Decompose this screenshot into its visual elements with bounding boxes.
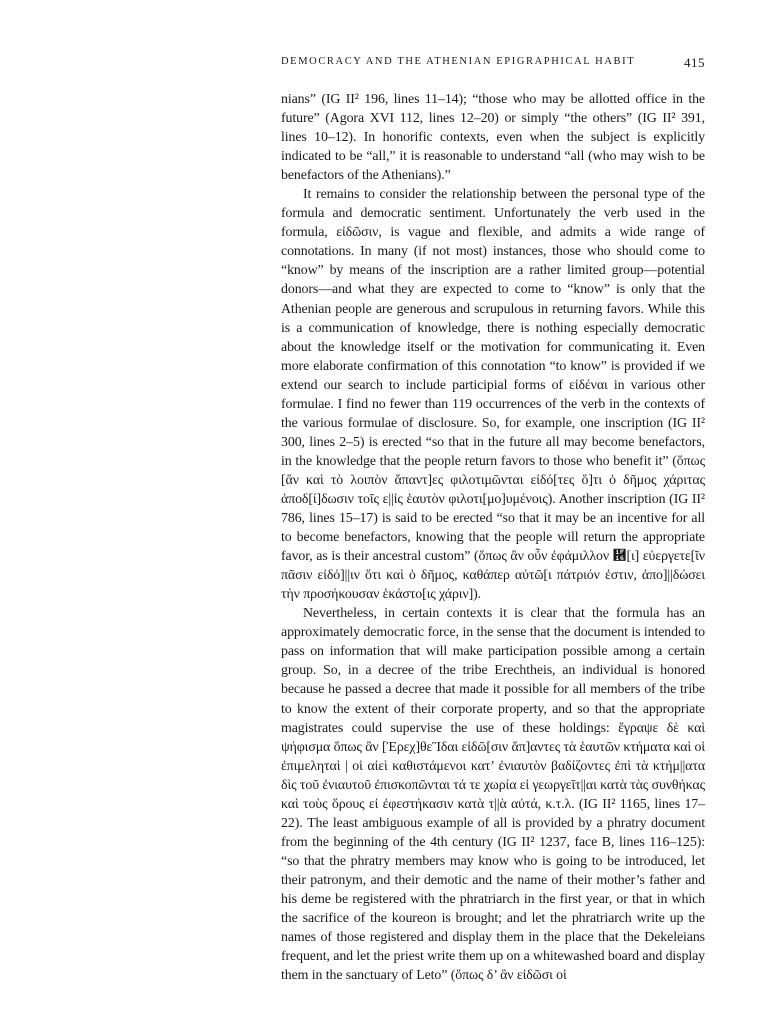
paragraph: nians” (IG II² 196, lines 11–14); “those who may be allotted office in the future” (Agora XVI 112, lines 12–20) or simply “the others” (IG II² 391, lines 10–12). In honorific contexts, even when the subject is explicitly indicated to be “all,” it is reasonable to understand “all (who may wish to be benefactors of the Athenians).” bbox=[281, 92, 705, 184]
page-number: 415 bbox=[684, 55, 705, 70]
running-head-title: DEMOCRACY AND THE ATHENIAN EPIGRAPHICAL HABIT bbox=[281, 56, 636, 67]
paragraph: Nevertheless, in certain contexts it is clear that the formula has an approximately democratic force, in the sense that the document is intended to pass on information that will make participation possible among a certain group. So, in a decree of the tribe Erechtheis, an individual is honored because he passed a decree that made it possible for all members of the tribe to know the extent of their corporate property, and so that the appropriate magistrates could supervise the use of these holdings: ἔγραψε δὲ καὶ ψήφισμα ὅπως ἂν [Ἐρεχ]θεἻδαι εἰδῶ[σιν ἅπ]αντες τὰ ἑαυτῶν κτήματα καὶ οἱ ἐπιμεληταὶ | οἱ αἰεὶ καθιστάμενοι κατ’ ἐνιαυτὸν βαδίζοντες ἐπὶ τὰ κτήμ||ατα δὶς τοῦ ἐνιαυτοῦ ἐπισκοπῶνται τά τε χωρία εἰ γεωργεῖτ||αι κατὰ τὰς συνθήκας καὶ τοὺς ὅρους εἰ ἐφεστήκασιν κατὰ τ||ὰ αὐτά, κ.τ.λ. (IG II² 1165, lines 17–22). The least ambiguous example of all is provided by a phratry document from the beginning of the 4th century (IG II² 1237, face B, lines 116–125): “so that the phratry members may know who is going to be introduced, let their patronym, and their demotic and the name of their mother’s father and his deme be registered with the phratriarch in the first year, or that in which the sacrifice of the koureon is brought; and let the phratriarch write up the names of those registered and display them in the place that the Dekeleians frequent, and let the priest write them up on a whitewashed board and display them in the sanctuary of Leto” (ὅπως δ’ ἂν εἰδῶσι οἱ bbox=[281, 606, 705, 984]
paragraph: It remains to consider the relationship between the personal type of the formula and democratic sentiment. Unfortunately the verb used in the formula, εἰδῶσιν, is vague and flexible, and admits a wide range of connotations. In many (if not most) instances, those who should come to “know” by means of the inscription are a rather limited group—potential donors—and what they are expected to come to “know” is only that the Athenian people are generous and scrupulous in returning favors. While this is a communication of knowledge, there is nothing especially democratic about the knowledge itself or the motivation for communicating it. Even more elaborate confirmation of this connotation “to know” is provided if we extend our search to include participial forms of εἰδέναι in various other formulae. I find no fewer than 119 occurrences of the verb in the contexts of the various formulae of disclosure. So, for example, one inscription (IG II² 300, lines 2–5) is erected “so that in the future all may become benefactors, in the knowledge that the people return favors to those who benefit it” (ὅπως [ἂν καὶ τὸ λοιπὸν ἅπαντ]ες φιλοτιμῶνται εἰδό[τες ὅ]τι ὁ δῆμος χάριτας ἀποδ[ί]δωσιν τοῖς ε||ἰς ἑαυτὸν φιλοτι[μο]υμένοις). Another inscription (IG II² 786, lines 15–17) is said to be erected “so that it may be an incentive for all to become benefactors, knowing that the people will return the appropriate favor, as is their ancestral custom” (ὅπως ἂν οὖν ἐφάμιλλον ἖[ι] εὐεργετε[ῖν πᾶσιν εἰδό]||ιν ὅτι καὶ ὁ δῆμος, καθάπερ αὐτῶ[ι πάτριόν ἐστιν, ἀπο]||δώσει τὴν προσήκουσαν ἑκάστο[ις χάριν]). bbox=[281, 187, 705, 603]
running-head bbox=[281, 55, 705, 70]
body-text bbox=[281, 90, 705, 985]
